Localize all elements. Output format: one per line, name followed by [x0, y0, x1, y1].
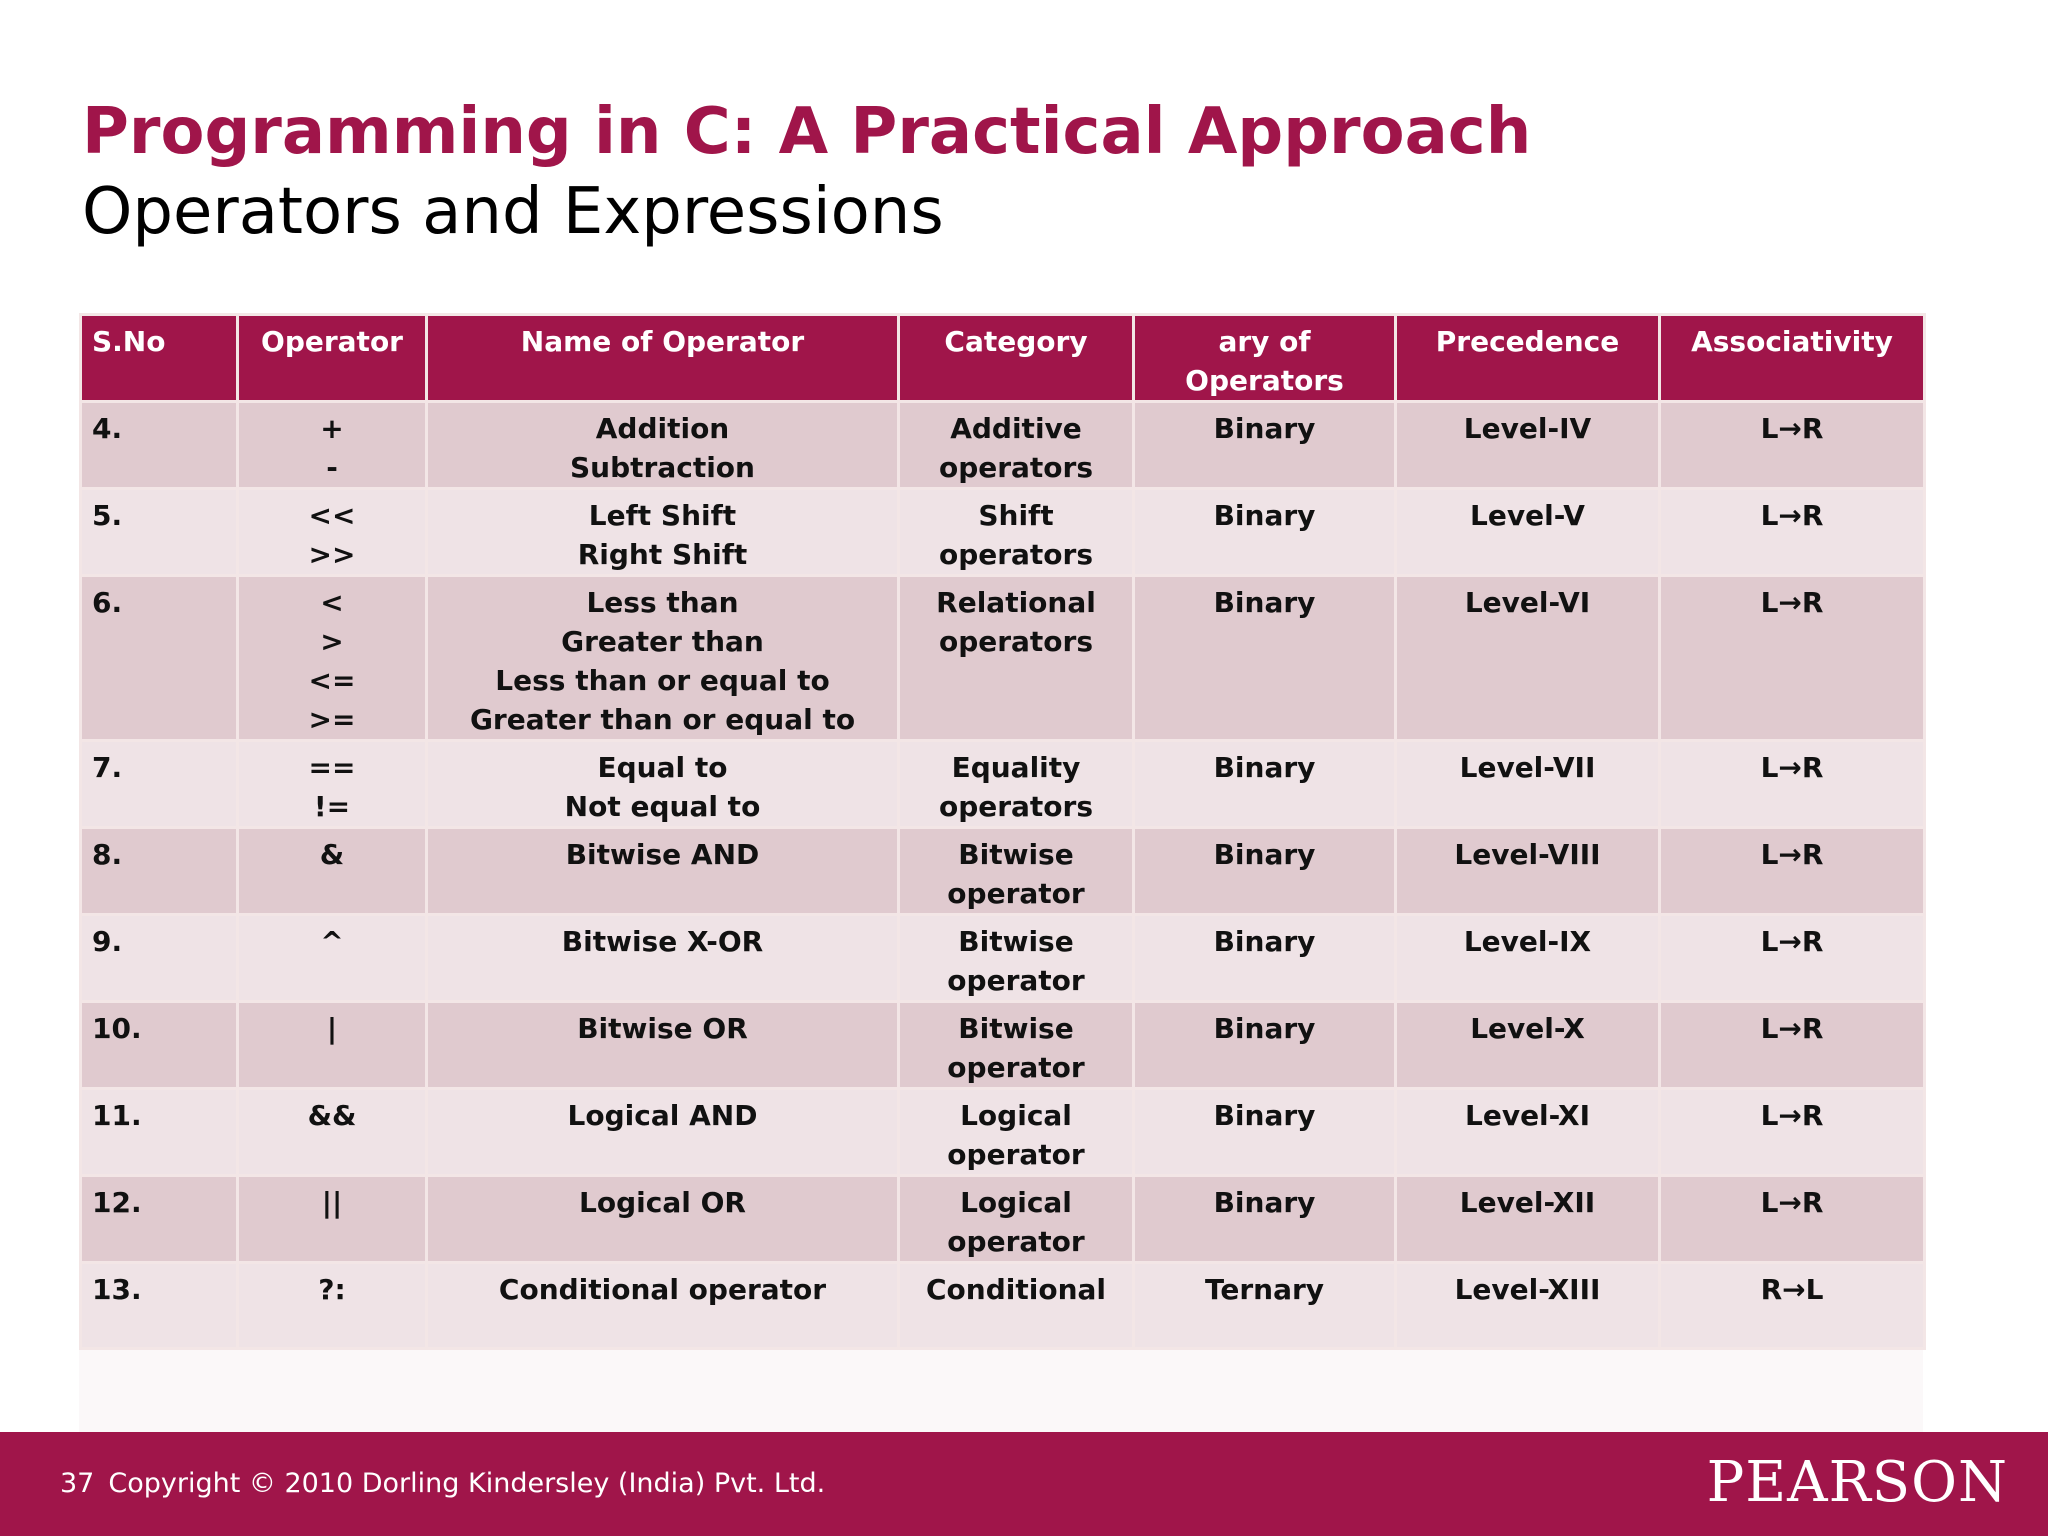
table-cell-associativity [1660, 915, 1925, 1002]
header-text: Associativity [1691, 325, 1893, 358]
table-cell-precedence [1396, 1263, 1660, 1349]
cell-text: >= [308, 703, 356, 736]
cell-text: 7. [92, 751, 123, 784]
header-text: Operator [261, 325, 403, 358]
table-cell-operator [238, 576, 427, 741]
cell-text: Shift [978, 499, 1054, 532]
table-row [81, 1002, 1925, 1089]
cell-text: operator [947, 964, 1085, 997]
table-cell-sno [81, 1263, 238, 1349]
cell-text: <= [308, 664, 356, 697]
cell-text: << [308, 499, 356, 532]
cell-text: Level-VIII [1454, 838, 1601, 871]
cell-text: 8. [92, 838, 123, 871]
table-cell-name [427, 402, 899, 489]
cell-text: L→R [1760, 925, 1824, 958]
cell-text: Equal to [597, 751, 728, 784]
cell-text: & [319, 838, 345, 871]
table-body [81, 402, 1925, 1349]
cell-text: operators [938, 625, 1094, 658]
table-cell-associativity [1660, 402, 1925, 489]
table-cell-name [427, 1002, 899, 1089]
cell-text: Additive [950, 412, 1082, 445]
table-cell-operator [238, 1176, 427, 1263]
cell-text: Binary [1213, 1012, 1316, 1045]
table-row [81, 1263, 1925, 1349]
table-cell-precedence [1396, 1002, 1660, 1089]
table-cell-sno [81, 402, 238, 489]
cell-text: Level-V [1470, 499, 1585, 532]
table-cell-sno [81, 915, 238, 1002]
table-cell-operator [238, 828, 427, 915]
table-cell-associativity [1660, 1002, 1925, 1089]
table-row [81, 576, 1925, 741]
column-header-operator [238, 315, 427, 402]
cell-text: L→R [1760, 838, 1824, 871]
table-cell-ary [1134, 1089, 1396, 1176]
cell-text: Ternary [1204, 1273, 1325, 1306]
table-cell-ary [1134, 1002, 1396, 1089]
cell-text: 13. [92, 1273, 142, 1306]
copyright-text: Copyright © 2010 Dorling Kindersley (India) Pvt. Ltd. [108, 1468, 826, 1499]
table-cell-category [899, 1002, 1134, 1089]
cell-text: - [326, 451, 338, 484]
table-cell-ary [1134, 1176, 1396, 1263]
table-cell-category [899, 489, 1134, 576]
cell-text: Binary [1213, 751, 1316, 784]
cell-text: Level-X [1470, 1012, 1585, 1045]
operator-table [79, 313, 1926, 1350]
table-cell-name [427, 741, 899, 828]
table-row [81, 915, 1925, 1002]
table-cell-sno [81, 489, 238, 576]
cell-text: L→R [1760, 499, 1824, 532]
cell-text: Not equal to [564, 790, 761, 823]
cell-text: Bitwise [958, 1012, 1074, 1045]
cell-text: Binary [1213, 586, 1316, 619]
header-text: Category [944, 325, 1088, 358]
cell-text: Level-XI [1464, 1099, 1590, 1132]
table-cell-sno [81, 1089, 238, 1176]
cell-text: || [321, 1186, 343, 1219]
table-cell-category [899, 1089, 1134, 1176]
cell-text: < [320, 586, 344, 619]
table-cell-category [899, 1176, 1134, 1263]
table-row [81, 828, 1925, 915]
cell-text: Level-IX [1463, 925, 1592, 958]
cell-text: Bitwise AND [565, 838, 760, 871]
table-row [81, 1089, 1925, 1176]
slide-subtitle: Operators and Expressions [82, 175, 944, 249]
cell-text: 12. [92, 1186, 142, 1219]
table-row [81, 489, 1925, 576]
cell-text: 11. [92, 1099, 142, 1132]
pearson-logo: PEARSON [1706, 1450, 2008, 1515]
table-cell-associativity [1660, 489, 1925, 576]
cell-text: operators [938, 538, 1094, 571]
cell-text: + [320, 412, 344, 445]
table-cell-operator [238, 402, 427, 489]
table-cell-associativity [1660, 1263, 1925, 1349]
table-cell-category [899, 402, 1134, 489]
cell-text: Binary [1213, 925, 1316, 958]
cell-text: Bitwise [958, 838, 1074, 871]
cell-text: operators [938, 451, 1094, 484]
table-cell-sno [81, 828, 238, 915]
cell-text: Logical OR [579, 1186, 746, 1219]
table-cell-ary [1134, 741, 1396, 828]
footer [0, 1432, 2048, 1536]
cell-text: operators [938, 790, 1094, 823]
cell-text: == [308, 751, 356, 784]
cell-text: Bitwise [958, 925, 1074, 958]
table-cell-name [427, 1089, 899, 1176]
cell-text: Level-VII [1459, 751, 1596, 784]
slide-title: Programming in C: A Practical Approach [82, 95, 1532, 169]
cell-text: Logical [960, 1186, 1072, 1219]
table-cell-name [427, 1263, 899, 1349]
table-cell-precedence [1396, 1176, 1660, 1263]
header-text: ary of [1218, 325, 1311, 358]
cell-text: Addition [595, 412, 730, 445]
column-header-name [427, 315, 899, 402]
cell-text: Binary [1213, 838, 1316, 871]
table-cell-precedence [1396, 576, 1660, 741]
cell-text: operator [947, 1051, 1085, 1084]
column-header-ary [1134, 315, 1396, 402]
cell-text: Less than [586, 586, 739, 619]
table-cell-category [899, 741, 1134, 828]
cell-text: R→L [1760, 1273, 1824, 1306]
header-text: Precedence [1435, 325, 1620, 358]
table-cell-sno [81, 1176, 238, 1263]
cell-text: Binary [1213, 1186, 1316, 1219]
table-cell-ary [1134, 828, 1396, 915]
cell-text: | [326, 1012, 338, 1045]
cell-text: Subtraction [570, 451, 755, 484]
cell-text: 9. [92, 925, 123, 958]
table-cell-operator [238, 489, 427, 576]
table-cell-ary [1134, 915, 1396, 1002]
table-cell-precedence [1396, 402, 1660, 489]
header-text: Operators [1185, 364, 1344, 397]
table-cell-name [427, 489, 899, 576]
cell-text: L→R [1760, 586, 1824, 619]
table-row [81, 402, 1925, 489]
cell-text: Binary [1213, 499, 1316, 532]
table-cell-operator [238, 1263, 427, 1349]
cell-text: operator [947, 1138, 1085, 1171]
table-cell-ary [1134, 1263, 1396, 1349]
cell-text: Less than or equal to [495, 664, 830, 697]
table-cell-associativity [1660, 576, 1925, 741]
cell-text: 6. [92, 586, 123, 619]
cell-text: Greater than or equal to [469, 703, 856, 736]
cell-text: Level-XIII [1454, 1273, 1601, 1306]
table-cell-name [427, 828, 899, 915]
table-cell-category [899, 1263, 1134, 1349]
cell-text: L→R [1760, 751, 1824, 784]
table-cell-ary [1134, 402, 1396, 489]
table-cell-operator [238, 1002, 427, 1089]
cell-text: Conditional [925, 1273, 1106, 1306]
table-cell-associativity [1660, 1089, 1925, 1176]
cell-text: Relational [936, 586, 1096, 619]
cell-text: L→R [1760, 1186, 1824, 1219]
table-cell-sno [81, 576, 238, 741]
table-cell-name [427, 576, 899, 741]
table-cell-category [899, 576, 1134, 741]
cell-text: > [320, 625, 344, 658]
cell-text: 5. [92, 499, 123, 532]
cell-text: Bitwise X-OR [561, 925, 764, 958]
cell-text: Binary [1213, 1099, 1316, 1132]
table-cell-precedence [1396, 915, 1660, 1002]
cell-text: >> [308, 538, 356, 571]
cell-text: Conditional operator [498, 1273, 827, 1306]
table-cell-category [899, 828, 1134, 915]
cell-text: Left Shift [588, 499, 737, 532]
cell-text: Binary [1213, 412, 1316, 445]
table-cell-name [427, 915, 899, 1002]
cell-text: Logical [960, 1099, 1072, 1132]
table-row [81, 1176, 1925, 1263]
cell-text: ^ [320, 925, 344, 958]
cell-text: operator [947, 1225, 1085, 1258]
cell-text: L→R [1760, 1099, 1824, 1132]
table-cell-name [427, 1176, 899, 1263]
table-cell-precedence [1396, 741, 1660, 828]
cell-text: Right Shift [577, 538, 748, 571]
header-text: Name of Operator [520, 325, 805, 358]
table-cell-precedence [1396, 828, 1660, 915]
table-cell-operator [238, 1089, 427, 1176]
page-number: 37 [60, 1468, 95, 1499]
table-cell-operator [238, 741, 427, 828]
table-cell-sno [81, 1002, 238, 1089]
column-header-category [899, 315, 1134, 402]
table-row [81, 741, 1925, 828]
table-cell-sno [81, 741, 238, 828]
cell-text: L→R [1760, 1012, 1824, 1045]
table-header-row [81, 315, 1925, 402]
cell-text: Greater than [561, 625, 764, 658]
cell-text: operator [947, 877, 1085, 910]
column-header-sno [81, 315, 238, 402]
cell-text: ?: [318, 1273, 346, 1306]
cell-text: Logical AND [567, 1099, 758, 1132]
cell-text: Level-IV [1463, 412, 1592, 445]
cell-text: Bitwise OR [577, 1012, 748, 1045]
table-cell-associativity [1660, 741, 1925, 828]
cell-text: 10. [92, 1012, 142, 1045]
cell-text: && [307, 1099, 357, 1132]
header-text: S.No [92, 325, 166, 358]
cell-text: L→R [1760, 412, 1824, 445]
cell-text: Equality [951, 751, 1081, 784]
cell-text: 4. [92, 412, 123, 445]
table-cell-precedence [1396, 489, 1660, 576]
table-cell-operator [238, 915, 427, 1002]
table-cell-category [899, 915, 1134, 1002]
table-cell-associativity [1660, 828, 1925, 915]
table-cell-ary [1134, 576, 1396, 741]
cell-text: != [313, 790, 351, 823]
table-cell-associativity [1660, 1176, 1925, 1263]
cell-text: Level-XII [1459, 1186, 1596, 1219]
column-header-precedence [1396, 315, 1660, 402]
column-header-associativity [1660, 315, 1925, 402]
table-cell-ary [1134, 489, 1396, 576]
cell-text: Level-VI [1464, 586, 1591, 619]
table-cell-precedence [1396, 1089, 1660, 1176]
footer-text [60, 1466, 825, 1502]
